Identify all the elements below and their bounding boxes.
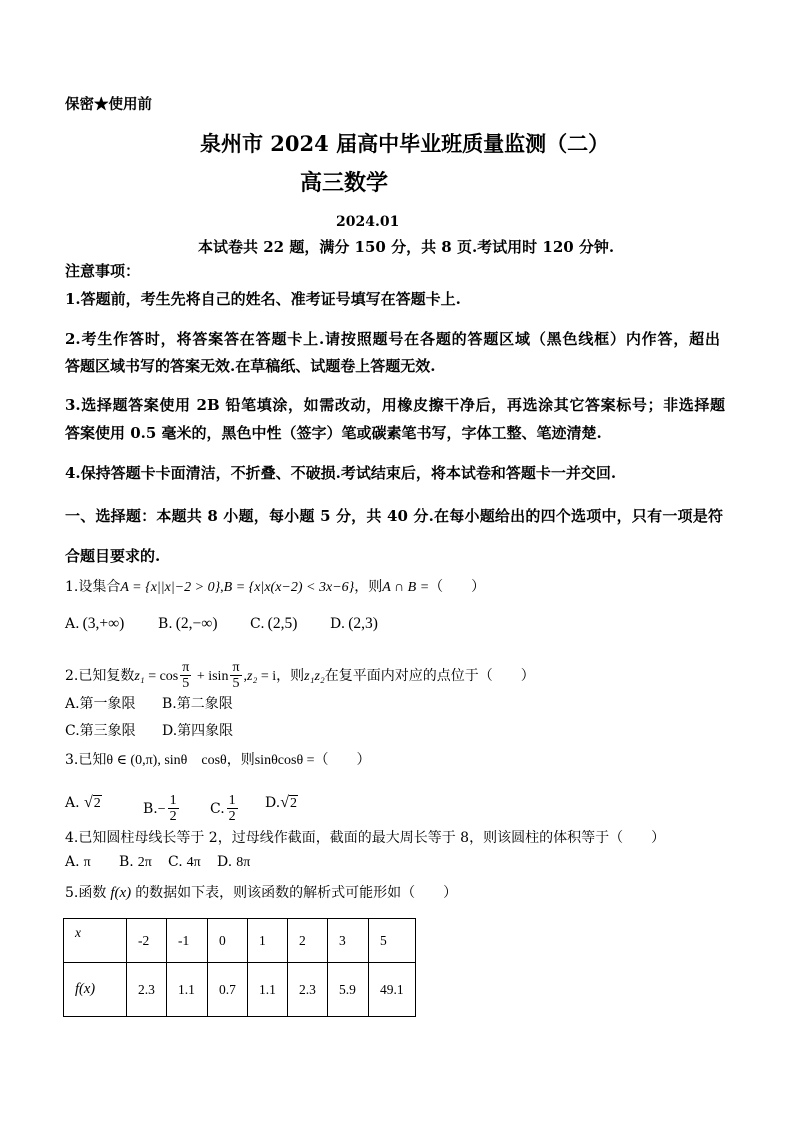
q3-mid: ，则 xyxy=(226,752,255,768)
q2-fraction-1-denominator: 5 xyxy=(182,676,190,692)
exam-date: 2024.01 xyxy=(336,214,400,230)
q3-option-c-denominator: 2 xyxy=(228,809,236,825)
q2-fraction-1 xyxy=(180,660,191,692)
q3-option-b-denominator: 2 xyxy=(169,809,177,825)
q1-option-a-value: (3,+∞) xyxy=(82,615,125,632)
q4-option-a-value: π xyxy=(83,855,91,870)
question-2-stem xyxy=(65,660,535,692)
q4-option-c-label: C. xyxy=(168,854,183,870)
note-2-line-2: 答题区域书写的答案无效.在草稿纸、试题卷上答题无效. xyxy=(65,357,436,375)
note-4: 4.保持答题卡卡面清洁，不折叠、不破损.考试结束后，将本试卷和答题卡一并交回. xyxy=(65,464,617,482)
q2-fraction-2-numerator: π xyxy=(232,660,240,675)
q1-expression: A ∩ B = xyxy=(382,580,430,595)
q1-option-c-value: (2,5) xyxy=(267,615,298,632)
q1-option-b-label: B. xyxy=(158,616,173,632)
table-cell: -1 xyxy=(167,919,208,963)
section-heading-line-2: 合题目要求的. xyxy=(65,547,161,565)
q2-fraction-2 xyxy=(230,660,241,692)
table-cell: 49.1 xyxy=(369,963,416,1017)
q2-z1: z₁ xyxy=(134,668,145,684)
question-1-stem xyxy=(65,578,485,597)
q3-option-b-numerator: 1 xyxy=(169,793,177,808)
table-cell: 1 xyxy=(248,919,288,963)
q1-option-c-label: C. xyxy=(250,616,265,632)
table-cell: 2 xyxy=(288,919,328,963)
q1-option-d xyxy=(330,614,378,634)
q3-option-a-label: A. xyxy=(65,795,80,811)
q3-option-c-label: C. xyxy=(210,800,225,817)
table-cell: 1.1 xyxy=(167,963,208,1017)
q3-option-d-label: D. xyxy=(265,795,281,811)
notes-heading: 注意事项： xyxy=(65,262,141,280)
q2-comma: , xyxy=(243,668,248,684)
q4-option-d-value: 8π xyxy=(236,855,251,870)
q4-option-a xyxy=(65,853,91,872)
q4-option-c-value: 4π xyxy=(186,855,201,870)
q2-eq1: = cos xyxy=(144,668,179,684)
q2-z2: z₂ xyxy=(247,668,258,684)
q4-option-c xyxy=(168,853,201,872)
table-cell: 0 xyxy=(208,919,248,963)
q4-option-b-label: B. xyxy=(119,854,134,870)
q2-option-d: D.第四象限 xyxy=(162,723,234,739)
table-header-x: x xyxy=(64,919,127,963)
q3-option-b-label: B. xyxy=(143,800,158,817)
q2-prefix: 2.已知复数 xyxy=(65,667,135,684)
table-row-fx xyxy=(64,963,416,1017)
q1-mid: ，则 xyxy=(354,579,383,595)
q2-option-b: B.第二象限 xyxy=(162,696,233,712)
question-3-stem xyxy=(65,751,371,770)
q3-option-c-fraction xyxy=(227,793,238,825)
q3-option-d-radicand: 2 xyxy=(289,796,297,811)
q1-option-a-label: A. xyxy=(65,616,80,632)
function-data-table xyxy=(63,918,416,1017)
table-cell: 2.3 xyxy=(288,963,328,1017)
exam-info: 本试卷共 22 题，满分 150 分，共 8 页.考试用时 120 分钟. xyxy=(198,238,615,256)
q4-option-d-label: D. xyxy=(217,854,233,870)
question-4-stem: 4.已知圆柱母线长等于 2，过母线作截面，截面的最大周长等于 8，则该圆柱的体积等于（ ） xyxy=(65,830,666,846)
exam-subject: 高三数学 xyxy=(300,170,389,196)
q4-option-a-label: A. xyxy=(65,854,80,870)
table-cell: 2.3 xyxy=(127,963,167,1017)
table-cell: 5 xyxy=(369,919,416,963)
q3-option-c-numerator: 1 xyxy=(228,793,236,808)
table-header-fx: f(x) xyxy=(64,963,127,1017)
note-3-line-1: 3.选择题答案使用 2B 铅笔填涂，如需改动，用橡皮擦干净后，再选涂其它答案标号；非选择题 xyxy=(65,396,725,414)
q1-set-b: B = {x|x(x−2) < 3x−6} xyxy=(223,580,355,595)
table-cell: 3 xyxy=(328,919,369,963)
q2-option-a: A.第一象限 xyxy=(65,696,136,712)
q5-suffix: 的数据如下表，则该函数的解析式可能形如（ ） xyxy=(135,885,458,901)
q3-option-d xyxy=(265,793,298,814)
note-1: 1.答题前，考生先将自己的姓名、准考证号填写在答题卡上. xyxy=(65,290,461,308)
q3-option-a xyxy=(65,793,102,814)
q4-option-b-value: 2π xyxy=(137,855,152,870)
table-cell: 1.1 xyxy=(248,963,288,1017)
q2-suffix: 在复平面内对应的点位于（ ） xyxy=(324,667,535,684)
table-cell: 0.7 xyxy=(208,963,248,1017)
q3-condition: θ ∈ (0,π), sinθ cosθ xyxy=(106,753,227,768)
exam-title: 泉州市 2024 届高中毕业班质量监测（二） xyxy=(200,131,610,156)
sqrt-icon: √ xyxy=(84,794,93,811)
q2-eq2: = i xyxy=(257,668,277,684)
q1-option-c xyxy=(250,614,297,634)
q3-option-a-radicand: 2 xyxy=(93,796,101,811)
q1-option-b-value: (2,−∞) xyxy=(175,615,218,632)
q1-option-d-value: (2,3) xyxy=(348,615,378,632)
q3-expression: sinθcosθ = xyxy=(254,753,315,768)
q2-mid: ，则 xyxy=(276,667,305,684)
q3-option-b xyxy=(143,793,181,825)
q5-prefix: 5.函数 xyxy=(65,885,107,901)
q4-option-d xyxy=(217,853,250,872)
sqrt-icon: √ xyxy=(280,794,289,811)
note-3-line-2: 答案使用 0.5 毫米的，黑色中性（签字）笔或碳素笔书写，字体工整、笔迹清楚. xyxy=(65,424,602,442)
q2-fraction-2-denominator: 5 xyxy=(232,676,240,692)
q1-option-b xyxy=(158,614,218,634)
confidential-label: 保密★使用前 xyxy=(65,96,152,113)
q3-suffix: （ ） xyxy=(314,752,371,768)
table-cell: 5.9 xyxy=(328,963,369,1017)
q2-product: z₁z₂ xyxy=(304,668,325,684)
question-5-stem xyxy=(65,884,457,904)
q1-option-a xyxy=(65,614,124,634)
q2-option-c: C.第三象限 xyxy=(65,723,136,739)
q5-function: f(x) xyxy=(110,885,132,901)
note-2-line-1: 2.考生作答时，将答案答在答题卡上.请按照题号在各题的答题区域（黑色线框）内作答，超出 xyxy=(65,330,720,348)
q3-prefix: 3.已知 xyxy=(65,752,107,768)
q1-separator: , xyxy=(220,580,224,595)
table-row-x xyxy=(64,919,416,963)
q3-option-c xyxy=(210,793,240,825)
q1-suffix: （ ） xyxy=(429,579,486,595)
table-cell: -2 xyxy=(127,919,167,963)
section-heading-line-1: 一、选择题：本题共 8 小题，每小题 5 分，共 40 分.在每小题给出的四个选项中，只有一项是符 xyxy=(65,507,723,525)
q4-option-b xyxy=(119,853,152,872)
q3-option-b-sign: − xyxy=(157,801,166,817)
q1-set-a: A = {x||x|−2 > 0} xyxy=(120,580,221,595)
q1-option-d-label: D. xyxy=(330,616,346,632)
q2-plus: + isin xyxy=(193,668,229,684)
q1-prefix: 1.设集合 xyxy=(65,579,121,595)
q2-fraction-1-numerator: π xyxy=(182,660,190,675)
q3-option-b-fraction xyxy=(168,793,179,825)
